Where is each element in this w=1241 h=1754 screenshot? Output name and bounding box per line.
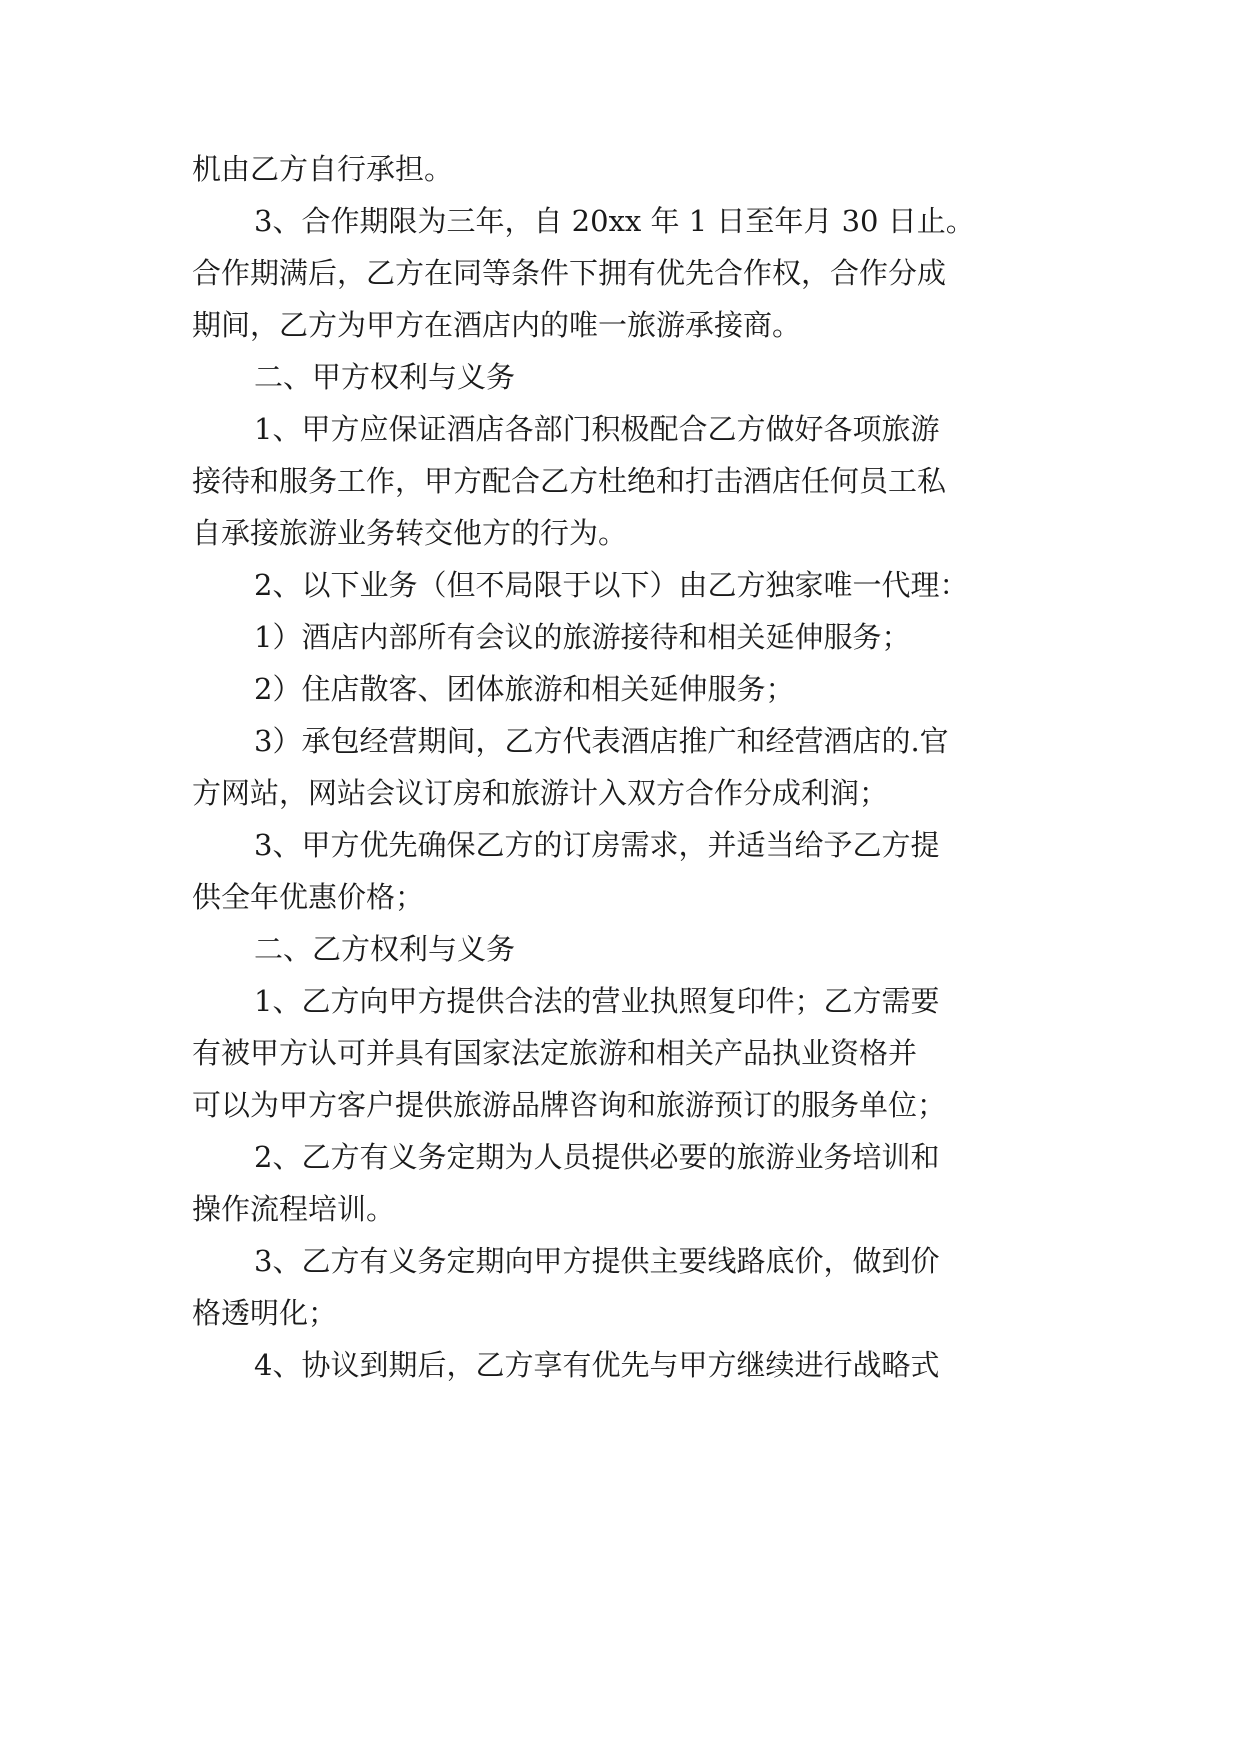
text-line: 4、协议到期后，乙方享有优先与甲方继续进行战略式 [254, 1348, 940, 1382]
text-line: 接待和服务工作，甲方配合乙方杜绝和打击酒店任何员工私 [192, 464, 947, 498]
text-line: 供全年优惠价格； [192, 880, 425, 914]
text-line: 1、乙方向甲方提供合法的营业执照复印件；乙方需要 [254, 984, 940, 1018]
text-line: 2）住店散客、团体旅游和相关延伸服务； [254, 672, 795, 706]
text-line: 可以为甲方客户提供旅游品牌咨询和旅游预订的服务单位； [192, 1088, 947, 1122]
text-line: 操作流程培训。 [192, 1192, 396, 1226]
text-line: 期间，乙方为甲方在酒店内的唯一旅游承接商。 [192, 308, 802, 342]
text-line: 自承接旅游业务转交他方的行为。 [192, 516, 628, 550]
text-line: 3）承包经营期间，乙方代表酒店推广和经营酒店的.官 [254, 724, 949, 758]
text-line: 2、以下业务（但不局限于以下）由乙方独家唯一代理： [254, 568, 969, 602]
text-line: 机由乙方自行承担。 [192, 152, 454, 186]
text-line: 格透明化； [192, 1296, 338, 1330]
text-line: 3、乙方有义务定期向甲方提供主要线路底价，做到价 [254, 1244, 940, 1278]
text-line: 3、合作期限为三年，自 20xx 年 1 日至年月 30 日止。 [254, 204, 975, 238]
text-line: 合作期满后，乙方在同等条件下拥有优先合作权，合作分成 [192, 256, 947, 290]
text-line: 有被甲方认可并具有国家法定旅游和相关产品执业资格并 [192, 1036, 918, 1070]
section-heading: 二、甲方权利与义务 [254, 360, 516, 394]
section-heading: 二、乙方权利与义务 [254, 932, 516, 966]
text-line: 方网站，网站会议订房和旅游计入双方合作分成利润； [192, 776, 889, 810]
text-line: 2、乙方有义务定期为人员提供必要的旅游业务培训和 [254, 1140, 940, 1174]
text-line: 1、甲方应保证酒店各部门积极配合乙方做好各项旅游 [254, 412, 940, 446]
text-line: 3、甲方优先确保乙方的订房需求，并适当给予乙方提 [254, 828, 940, 862]
text-line: 1）酒店内部所有会议的旅游接待和相关延伸服务； [254, 620, 911, 654]
